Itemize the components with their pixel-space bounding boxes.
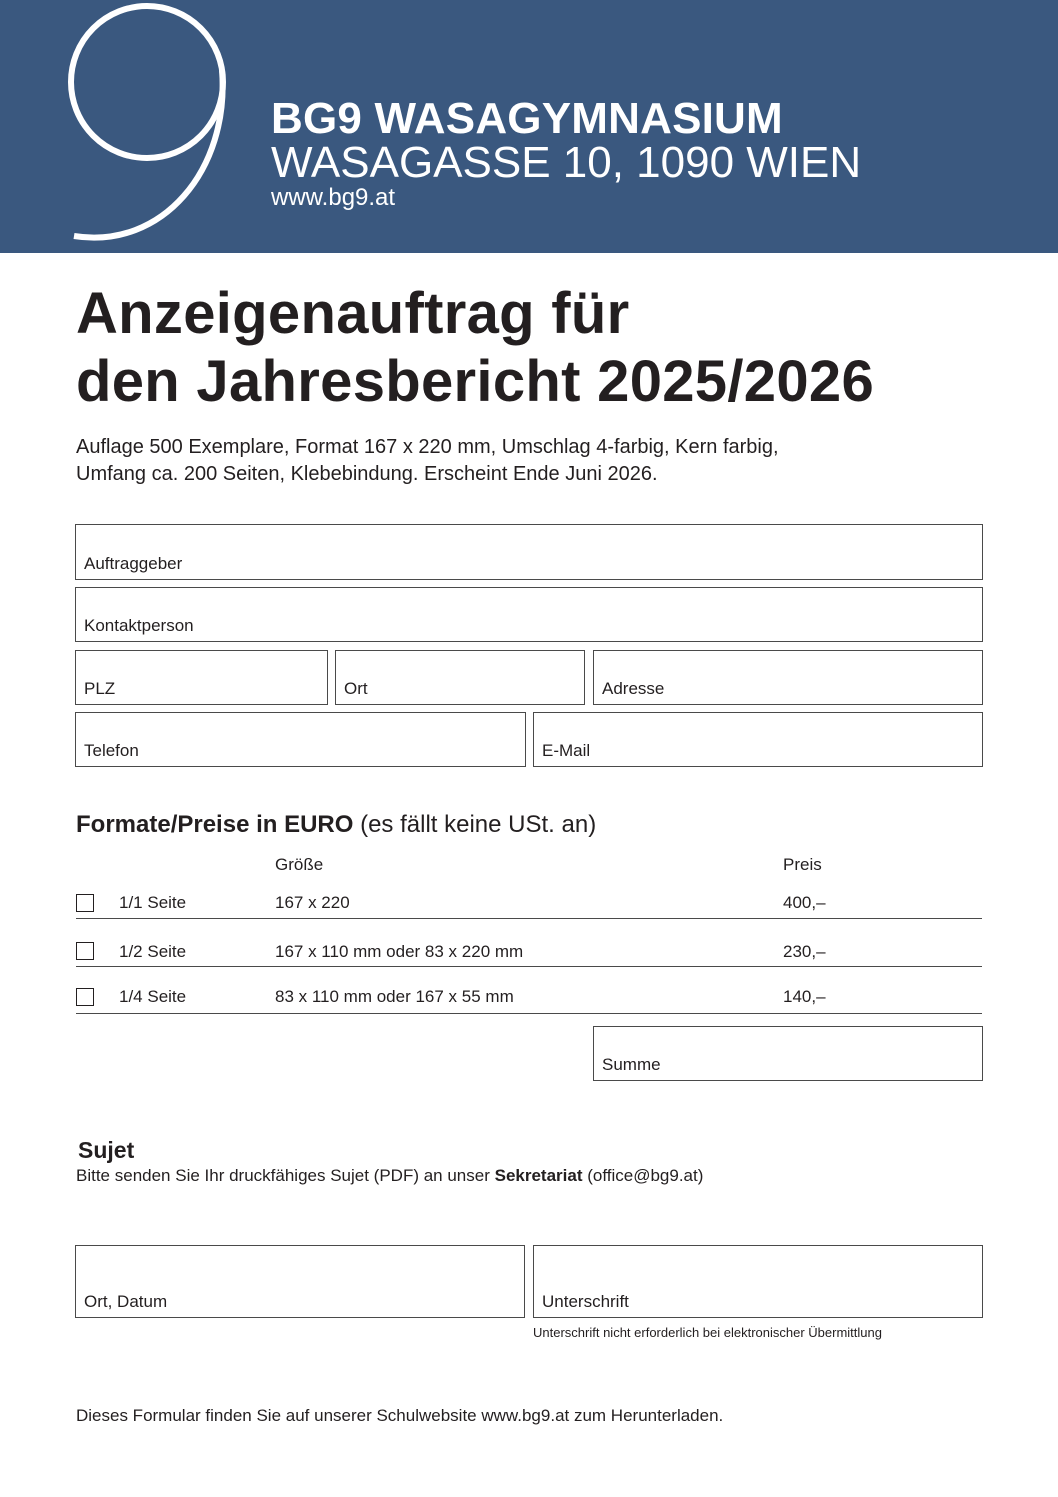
format-price: 140,– <box>783 987 826 1006</box>
format-label: 1/2 Seite <box>119 942 187 961</box>
adresse-label: Adresse <box>602 679 665 698</box>
formats-heading-note: (es fällt keine USt. an) <box>353 811 597 838</box>
auftraggeber-field[interactable] <box>75 524 983 580</box>
checkbox-quarter-page[interactable] <box>76 988 94 1006</box>
footer-text: Dieses Formular finden Sie auf unserer Schulwebsite www.bg9.at zum Herunterladen. <box>76 1406 724 1425</box>
sujet-text-bold: Sekretariat <box>494 1166 583 1185</box>
ort-label: Ort <box>344 679 368 698</box>
format-price: 230,– <box>783 942 826 961</box>
row-divider <box>76 1013 982 1014</box>
plz-field[interactable] <box>75 650 328 705</box>
sujet-text-end: (office@bg9.at) <box>582 1166 704 1185</box>
formats-heading <box>76 811 596 839</box>
column-header-price: Preis <box>783 855 822 874</box>
format-size: 167 x 220 <box>275 893 350 912</box>
sum-label: Summe <box>602 1055 661 1074</box>
format-size: 167 x 110 mm oder 83 x 220 mm <box>275 942 524 961</box>
row-divider <box>76 966 982 967</box>
logo-nine-icon <box>52 0 242 253</box>
place-date-label: Ort, Datum <box>84 1292 168 1311</box>
signature-note: Unterschrift nicht erforderlich bei elektronischer Übermittlung <box>533 1325 882 1340</box>
school-name: BG9 WASAGYMNASIUM <box>271 94 783 143</box>
place-date-field[interactable] <box>75 1245 525 1318</box>
checkbox-full-page[interactable] <box>76 894 94 912</box>
sujet-text-start: Bitte senden Sie Ihr druckfähiges Sujet (PDF) an unser <box>76 1166 495 1185</box>
format-row-quarter-page <box>76 977 982 1017</box>
ort-field[interactable] <box>335 650 585 705</box>
telefon-field[interactable] <box>75 712 526 767</box>
sujet-text <box>76 1166 703 1186</box>
format-row-full-page <box>76 882 982 922</box>
formats-heading-bold: Formate/Preise in EURO <box>76 811 354 838</box>
page-title-line1: Anzeigenauftrag für <box>76 281 630 346</box>
signature-label: Unterschrift <box>542 1292 629 1311</box>
signature-field[interactable] <box>533 1245 983 1318</box>
format-size: 83 x 110 mm oder 167 x 55 mm <box>275 987 514 1006</box>
email-label: E-Mail <box>542 741 591 760</box>
intro-line1: Auflage 500 Exemplare, Format 167 x 220 mm, Umschlag 4-farbig, Kern farbig, <box>76 436 779 458</box>
plz-label: PLZ <box>84 679 116 698</box>
kontaktperson-field[interactable] <box>75 587 983 642</box>
sum-field[interactable] <box>593 1026 983 1081</box>
kontaktperson-label: Kontaktperson <box>84 616 194 635</box>
email-field[interactable] <box>533 712 983 767</box>
format-price: 400,– <box>783 893 826 912</box>
row-divider <box>76 918 982 919</box>
sujet-heading: Sujet <box>78 1137 135 1163</box>
format-label: 1/4 Seite <box>119 987 187 1006</box>
school-header <box>0 0 1058 253</box>
page-title-line2: den Jahresbericht 2025/2026 <box>76 349 875 414</box>
school-website: www.bg9.at <box>271 184 396 211</box>
auftraggeber-label: Auftraggeber <box>84 554 183 573</box>
checkbox-half-page[interactable] <box>76 942 94 960</box>
adresse-field[interactable] <box>593 650 983 705</box>
intro-line2: Umfang ca. 200 Seiten, Klebebindung. Erscheint Ende Juni 2026. <box>76 463 658 485</box>
column-header-size: Größe <box>275 855 324 874</box>
school-address: WASAGASSE 10, 1090 WIEN <box>271 138 862 187</box>
format-label: 1/1 Seite <box>119 893 187 912</box>
telefon-label: Telefon <box>84 741 139 760</box>
